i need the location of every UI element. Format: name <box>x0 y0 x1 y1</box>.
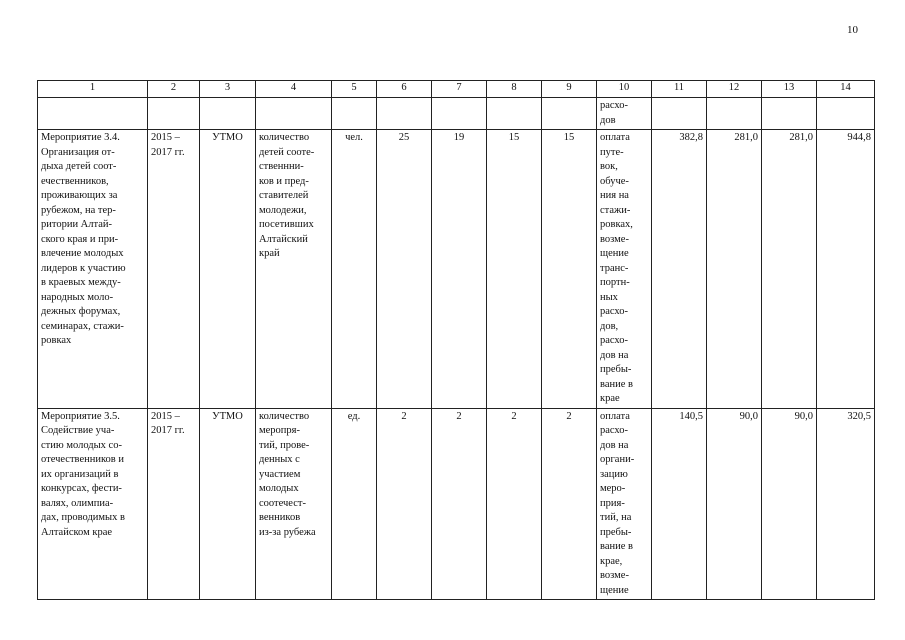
amount-cell: 320,5 <box>817 408 875 600</box>
text-line: оплата <box>600 410 630 422</box>
text-line: Мероприятие 3.4. <box>41 132 120 143</box>
text-line: Организация от- <box>41 146 115 158</box>
text-line: обуче- <box>600 175 629 187</box>
page-number: 10 <box>847 24 858 36</box>
text-line: оплата <box>600 132 630 143</box>
expense-cell <box>597 408 652 600</box>
period-cell <box>148 408 200 600</box>
text-line: стажи- <box>600 204 631 216</box>
expense-cell <box>597 130 652 409</box>
text-line: дов <box>600 114 616 126</box>
text-line: лидеров к участию <box>41 262 126 274</box>
text-line: дов, <box>600 320 619 332</box>
value-cell: 2 <box>432 408 487 600</box>
empty-cell <box>762 98 817 130</box>
text-line: конкурсах, фести- <box>41 483 122 494</box>
text-line: ния на <box>600 190 629 201</box>
empty-cell <box>817 98 875 130</box>
text-line: ственнни- <box>259 161 304 172</box>
empty-cell <box>332 98 377 130</box>
column-number: 6 <box>377 81 432 98</box>
text-line: дежных форумах, <box>41 306 121 317</box>
text-line: ритории Алтай- <box>41 219 112 230</box>
text-line: крае <box>600 393 620 404</box>
indicator-cell <box>256 408 332 600</box>
text-line: венников <box>259 512 301 523</box>
text-line: зацию <box>600 468 628 480</box>
program-activities-table <box>37 80 875 600</box>
text-line: ков и пред- <box>259 175 309 187</box>
column-number: 9 <box>542 81 597 98</box>
text-line: расхо- <box>600 306 629 317</box>
text-line: Алтайском крае <box>41 526 113 538</box>
value-cell: 25 <box>377 130 432 409</box>
text-line: 2017 гг. <box>151 146 185 158</box>
text-line: возме- <box>600 233 629 245</box>
value-cell: 15 <box>487 130 542 409</box>
text-line: щение <box>600 248 629 259</box>
empty-cell <box>487 98 542 130</box>
text-line: валях, олимпиа- <box>41 497 114 509</box>
text-line: органи- <box>600 454 635 465</box>
period-cell <box>148 130 200 409</box>
text-line: пребы- <box>600 526 632 538</box>
text-line: ровках <box>41 335 72 346</box>
text-line: соотечест- <box>259 497 306 509</box>
text-line: ечественников, <box>41 175 109 187</box>
text-line: вок, <box>600 161 618 172</box>
text-line: Содействие уча- <box>41 425 115 436</box>
column-number: 10 <box>597 81 652 98</box>
text-line: дов на <box>600 439 629 451</box>
text-line: портн- <box>600 277 630 288</box>
column-number: 8 <box>487 81 542 98</box>
value-cell: 2 <box>542 408 597 600</box>
text-line: Мероприятие 3.5. <box>41 410 120 422</box>
text-line: участием <box>259 468 301 480</box>
text-line: ровках, <box>600 219 633 230</box>
text-line: из-за рубежа <box>259 526 316 538</box>
text-line: расхо- <box>600 100 629 111</box>
empty-cell <box>256 98 332 130</box>
text-line: молодых <box>259 483 299 494</box>
empty-cell <box>707 98 762 130</box>
text-line: меро- <box>600 483 626 494</box>
text-line: путе- <box>600 146 624 158</box>
text-line: влечение молодых <box>41 248 124 259</box>
text-line: рубежом, на тер- <box>41 204 116 216</box>
text-line: меропря- <box>259 425 301 436</box>
text-line: вание в <box>600 378 633 390</box>
value-cell: 19 <box>432 130 487 409</box>
amount-cell: 140,5 <box>652 408 707 600</box>
column-number: 11 <box>652 81 707 98</box>
column-number: 4 <box>256 81 332 98</box>
text-line: количество <box>259 410 310 422</box>
empty-cell <box>432 98 487 130</box>
column-number: 7 <box>432 81 487 98</box>
text-line: Алтайский <box>259 233 308 245</box>
text-line: молодежи, <box>259 204 307 216</box>
text-line: 2017 гг. <box>151 425 185 436</box>
value-cell: 2 <box>377 408 432 600</box>
text-line: в краевых между- <box>41 277 121 288</box>
table-row <box>38 130 875 409</box>
text-line: ского края и при- <box>41 233 119 245</box>
text-line: стию молодых со- <box>41 439 122 451</box>
executor-cell: УТМО <box>200 130 256 409</box>
empty-cell <box>148 98 200 130</box>
empty-cell <box>542 98 597 130</box>
text-line: отечественников и <box>41 454 124 465</box>
text-line: их организаций в <box>41 468 119 480</box>
empty-cell <box>200 98 256 130</box>
unit-cell: ед. <box>332 408 377 600</box>
text-line: 2015 – <box>151 410 180 422</box>
continuation-row <box>38 98 875 130</box>
text-line: прия- <box>600 497 625 509</box>
empty-cell <box>377 98 432 130</box>
text-line: вание в <box>600 541 633 552</box>
text-line: край <box>259 248 280 259</box>
amount-cell: 90,0 <box>707 408 762 600</box>
column-number: 5 <box>332 81 377 98</box>
text-line: количество <box>259 132 310 143</box>
text-line: 2015 – <box>151 132 180 143</box>
text-line: расхо- <box>600 335 629 346</box>
text-line: щение <box>600 584 629 596</box>
column-number: 3 <box>200 81 256 98</box>
indicator-cell <box>256 130 332 409</box>
amount-cell: 281,0 <box>707 130 762 409</box>
text-line: тий, на <box>600 512 632 523</box>
text-line: семинарах, стажи- <box>41 320 124 332</box>
column-number-row <box>38 81 875 98</box>
text-line: расхо- <box>600 425 629 436</box>
expense-cell-continued <box>597 98 652 130</box>
text-line: крае, <box>600 555 623 567</box>
text-line: посетивших <box>259 219 314 230</box>
column-number: 2 <box>148 81 200 98</box>
executor-cell: УТМО <box>200 408 256 600</box>
text-line: дыха детей соот- <box>41 161 117 172</box>
text-line: тий, прове- <box>259 439 310 451</box>
text-line: возме- <box>600 570 629 581</box>
empty-cell <box>652 98 707 130</box>
column-number: 1 <box>38 81 148 98</box>
text-line: детей соотe- <box>259 146 315 158</box>
column-number: 13 <box>762 81 817 98</box>
value-cell: 15 <box>542 130 597 409</box>
text-line: денных с <box>259 454 300 465</box>
empty-cell <box>38 98 148 130</box>
text-line: ных <box>600 291 618 303</box>
text-line: дах, проводимых в <box>41 512 125 523</box>
text-line: пребы- <box>600 364 632 375</box>
activity-cell <box>38 130 148 409</box>
amount-cell: 281,0 <box>762 130 817 409</box>
text-line: транс- <box>600 262 629 274</box>
amount-cell: 944,8 <box>817 130 875 409</box>
text-line: дов на <box>600 349 629 361</box>
amount-cell: 382,8 <box>652 130 707 409</box>
amount-cell: 90,0 <box>762 408 817 600</box>
text-line: народных моло- <box>41 291 114 303</box>
value-cell: 2 <box>487 408 542 600</box>
column-number: 14 <box>817 81 875 98</box>
column-number: 12 <box>707 81 762 98</box>
activity-cell <box>38 408 148 600</box>
text-line: ставителей <box>259 190 309 201</box>
table-row <box>38 408 875 600</box>
unit-cell: чел. <box>332 130 377 409</box>
text-line: проживающих за <box>41 190 118 201</box>
